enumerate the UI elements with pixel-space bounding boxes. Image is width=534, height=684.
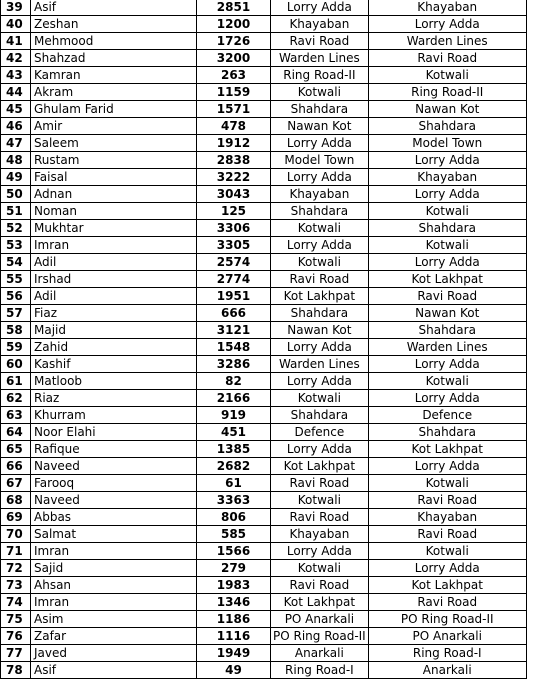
name-cell[interactable]: Majid xyxy=(31,322,197,339)
from-location-cell[interactable]: Ravi Road xyxy=(271,33,369,50)
name-cell[interactable]: Amir xyxy=(31,118,197,135)
to-location-cell[interactable]: Kotwali xyxy=(368,237,526,254)
row-id-cell[interactable]: 62 xyxy=(1,390,31,407)
from-location-cell[interactable]: Kotwali xyxy=(271,84,369,101)
row-id-cell[interactable]: 47 xyxy=(1,135,31,152)
name-cell[interactable]: Kashif xyxy=(31,356,197,373)
from-location-cell[interactable]: Lorry Adda xyxy=(271,237,369,254)
number-cell[interactable]: 3043 xyxy=(197,186,271,203)
name-cell[interactable]: Shahzad xyxy=(31,50,197,67)
number-cell[interactable]: 2851 xyxy=(197,0,271,16)
to-location-cell[interactable]: Khayaban xyxy=(368,169,526,186)
row-id-cell[interactable]: 43 xyxy=(1,67,31,84)
name-cell[interactable]: Abbas xyxy=(31,509,197,526)
name-cell[interactable]: Salmat xyxy=(31,526,197,543)
name-cell[interactable]: Asif xyxy=(31,662,197,679)
number-cell[interactable]: 3222 xyxy=(197,169,271,186)
from-location-cell[interactable]: Model Town xyxy=(271,152,369,169)
to-location-cell[interactable]: Nawan Kot xyxy=(368,101,526,118)
table-row xyxy=(1,84,527,101)
number-cell[interactable]: 2574 xyxy=(197,254,271,271)
to-location-cell[interactable]: Shahdara xyxy=(368,322,526,339)
number-cell[interactable]: 1346 xyxy=(197,594,271,611)
table-row xyxy=(1,101,527,118)
table-row xyxy=(1,186,527,203)
table-row xyxy=(1,50,527,67)
table-row xyxy=(1,645,527,662)
from-location-cell[interactable]: Nawan Kot xyxy=(271,322,369,339)
row-id-cell[interactable]: 46 xyxy=(1,118,31,135)
to-location-cell[interactable]: Kotwali xyxy=(368,373,526,390)
from-location-cell[interactable]: Lorry Adda xyxy=(271,169,369,186)
to-location-cell[interactable]: Ravi Road xyxy=(368,50,526,67)
number-cell[interactable]: 585 xyxy=(197,526,271,543)
number-cell[interactable]: 919 xyxy=(197,407,271,424)
row-id-cell[interactable]: 59 xyxy=(1,339,31,356)
table-row xyxy=(1,356,527,373)
table-row xyxy=(1,135,527,152)
to-location-cell[interactable]: Kotwali xyxy=(368,543,526,560)
to-location-cell[interactable]: Lorry Adda xyxy=(368,186,526,203)
name-cell[interactable]: Naveed xyxy=(31,492,197,509)
number-cell[interactable]: 263 xyxy=(197,67,271,84)
row-id-cell[interactable]: 41 xyxy=(1,33,31,50)
to-location-cell[interactable]: Warden Lines xyxy=(368,33,526,50)
number-cell[interactable]: 125 xyxy=(197,203,271,220)
from-location-cell[interactable]: Defence xyxy=(271,424,369,441)
row-id-cell[interactable]: 56 xyxy=(1,288,31,305)
table-row xyxy=(1,0,527,16)
number-cell[interactable]: 451 xyxy=(197,424,271,441)
from-location-cell[interactable]: Kot Lakhpat xyxy=(271,288,369,305)
row-id-cell[interactable]: 57 xyxy=(1,305,31,322)
from-location-cell[interactable]: Kot Lakhpat xyxy=(271,458,369,475)
table-row xyxy=(1,424,527,441)
number-cell[interactable]: 2166 xyxy=(197,390,271,407)
name-cell[interactable]: Saleem xyxy=(31,135,197,152)
from-location-cell[interactable]: Kot Lakhpat xyxy=(271,594,369,611)
row-id-cell[interactable]: 40 xyxy=(1,16,31,33)
table-row xyxy=(1,475,527,492)
name-cell[interactable]: Rafique xyxy=(31,441,197,458)
row-id-cell[interactable]: 54 xyxy=(1,254,31,271)
name-cell[interactable]: Ahsan xyxy=(31,577,197,594)
table-row xyxy=(1,16,527,33)
to-location-cell[interactable]: Kot Lakhpat xyxy=(368,577,526,594)
number-cell[interactable]: 478 xyxy=(197,118,271,135)
name-cell[interactable]: Noman xyxy=(31,203,197,220)
table-row xyxy=(1,458,527,475)
row-id-cell[interactable]: 74 xyxy=(1,594,31,611)
number-cell[interactable]: 1951 xyxy=(197,288,271,305)
from-location-cell[interactable]: Shahdara xyxy=(271,305,369,322)
from-location-cell[interactable]: Ravi Road xyxy=(271,271,369,288)
table-row xyxy=(1,305,527,322)
name-cell[interactable]: Kamran xyxy=(31,67,197,84)
number-cell[interactable]: 49 xyxy=(197,662,271,679)
row-id-cell[interactable]: 63 xyxy=(1,407,31,424)
number-cell[interactable]: 1949 xyxy=(197,645,271,662)
name-cell[interactable]: Imran xyxy=(31,237,197,254)
row-id-cell[interactable]: 72 xyxy=(1,560,31,577)
table-row xyxy=(1,67,527,84)
to-location-cell[interactable]: Ravi Road xyxy=(368,594,526,611)
to-location-cell[interactable]: Ring Road-II xyxy=(368,84,526,101)
from-location-cell[interactable]: Shahdara xyxy=(271,203,369,220)
to-location-cell[interactable]: Defence xyxy=(368,407,526,424)
number-cell[interactable]: 3306 xyxy=(197,220,271,237)
from-location-cell[interactable]: Nawan Kot xyxy=(271,118,369,135)
number-cell[interactable]: 1566 xyxy=(197,543,271,560)
name-cell[interactable]: Riaz xyxy=(31,390,197,407)
name-cell[interactable]: Irshad xyxy=(31,271,197,288)
table-row xyxy=(1,33,527,50)
to-location-cell[interactable]: Lorry Adda xyxy=(368,356,526,373)
to-location-cell[interactable]: Ravi Road xyxy=(368,526,526,543)
name-cell[interactable]: Faisal xyxy=(31,169,197,186)
name-cell[interactable]: Mukhtar xyxy=(31,220,197,237)
to-location-cell[interactable]: Nawan Kot xyxy=(368,305,526,322)
table-row xyxy=(1,509,527,526)
from-location-cell[interactable]: Lorry Adda xyxy=(271,339,369,356)
spreadsheet-body xyxy=(1,0,527,679)
table-row xyxy=(1,611,527,628)
name-cell[interactable]: Asim xyxy=(31,611,197,628)
to-location-cell[interactable]: Lorry Adda xyxy=(368,16,526,33)
table-row xyxy=(1,118,527,135)
to-location-cell[interactable]: Kot Lakhpat xyxy=(368,441,526,458)
row-id-cell[interactable]: 76 xyxy=(1,628,31,645)
table-row xyxy=(1,526,527,543)
table-row xyxy=(1,628,527,645)
row-id-cell[interactable]: 70 xyxy=(1,526,31,543)
to-location-cell[interactable]: Ravi Road xyxy=(368,492,526,509)
to-location-cell[interactable]: Shahdara xyxy=(368,118,526,135)
table-row xyxy=(1,322,527,339)
name-cell[interactable]: Ghulam Farid xyxy=(31,101,197,118)
row-id-cell[interactable]: 61 xyxy=(1,373,31,390)
to-location-cell[interactable]: Khayaban xyxy=(368,509,526,526)
to-location-cell[interactable]: Warden Lines xyxy=(368,339,526,356)
number-cell[interactable]: 3200 xyxy=(197,50,271,67)
name-cell[interactable]: Zeshan xyxy=(31,16,197,33)
to-location-cell[interactable]: Lorry Adda xyxy=(368,254,526,271)
to-location-cell[interactable]: Kotwali xyxy=(368,67,526,84)
from-location-cell[interactable]: Warden Lines xyxy=(271,50,369,67)
to-location-cell[interactable]: Shahdara xyxy=(368,424,526,441)
number-cell[interactable]: 3286 xyxy=(197,356,271,373)
number-cell[interactable]: 3305 xyxy=(197,237,271,254)
to-location-cell[interactable]: Ring Road-I xyxy=(368,645,526,662)
from-location-cell[interactable]: Lorry Adda xyxy=(271,441,369,458)
name-cell[interactable]: Matloob xyxy=(31,373,197,390)
from-location-cell[interactable]: PO Ring Road-II xyxy=(271,628,369,645)
number-cell[interactable]: 82 xyxy=(197,373,271,390)
from-location-cell[interactable]: Ravi Road xyxy=(271,577,369,594)
to-location-cell[interactable]: Shahdara xyxy=(368,220,526,237)
number-cell[interactable]: 1159 xyxy=(197,84,271,101)
number-cell[interactable]: 2838 xyxy=(197,152,271,169)
number-cell[interactable]: 1385 xyxy=(197,441,271,458)
table-row xyxy=(1,220,527,237)
name-cell[interactable]: Adil xyxy=(31,288,197,305)
from-location-cell[interactable]: Anarkali xyxy=(271,645,369,662)
number-cell[interactable]: 1548 xyxy=(197,339,271,356)
from-location-cell[interactable]: Ravi Road xyxy=(271,509,369,526)
row-id-cell[interactable]: 39 xyxy=(1,0,31,16)
row-id-cell[interactable]: 42 xyxy=(1,50,31,67)
from-location-cell[interactable]: Kotwali xyxy=(271,254,369,271)
row-id-cell[interactable]: 77 xyxy=(1,645,31,662)
row-id-cell[interactable]: 51 xyxy=(1,203,31,220)
from-location-cell[interactable]: Khayaban xyxy=(271,186,369,203)
from-location-cell[interactable]: PO Anarkali xyxy=(271,611,369,628)
name-cell[interactable]: Imran xyxy=(31,594,197,611)
to-location-cell[interactable]: Khayaban xyxy=(368,0,526,16)
to-location-cell[interactable]: Kotwali xyxy=(368,203,526,220)
to-location-cell[interactable]: PO Ring Road-II xyxy=(368,611,526,628)
row-id-cell[interactable]: 50 xyxy=(1,186,31,203)
to-location-cell[interactable]: Lorry Adda xyxy=(368,390,526,407)
table-row xyxy=(1,543,527,560)
number-cell[interactable]: 279 xyxy=(197,560,271,577)
row-id-cell[interactable]: 68 xyxy=(1,492,31,509)
row-id-cell[interactable]: 64 xyxy=(1,424,31,441)
number-cell[interactable]: 1983 xyxy=(197,577,271,594)
number-cell[interactable]: 2774 xyxy=(197,271,271,288)
from-location-cell[interactable]: Khayaban xyxy=(271,526,369,543)
row-id-cell[interactable]: 52 xyxy=(1,220,31,237)
row-id-cell[interactable]: 67 xyxy=(1,475,31,492)
from-location-cell[interactable]: Lorry Adda xyxy=(271,135,369,152)
table-row xyxy=(1,407,527,424)
table-row xyxy=(1,237,527,254)
from-location-cell[interactable]: Kotwali xyxy=(271,390,369,407)
number-cell[interactable]: 806 xyxy=(197,509,271,526)
name-cell[interactable]: Adil xyxy=(31,254,197,271)
row-id-cell[interactable]: 55 xyxy=(1,271,31,288)
from-location-cell[interactable]: Lorry Adda xyxy=(271,0,369,16)
number-cell[interactable]: 1726 xyxy=(197,33,271,50)
row-id-cell[interactable]: 66 xyxy=(1,458,31,475)
name-cell[interactable]: Adnan xyxy=(31,186,197,203)
name-cell[interactable]: Noor Elahi xyxy=(31,424,197,441)
to-location-cell[interactable]: Lorry Adda xyxy=(368,560,526,577)
name-cell[interactable]: Akram xyxy=(31,84,197,101)
from-location-cell[interactable]: Shahdara xyxy=(271,407,369,424)
row-id-cell[interactable]: 48 xyxy=(1,152,31,169)
name-cell[interactable]: Imran xyxy=(31,543,197,560)
to-location-cell[interactable]: Lorry Adda xyxy=(368,458,526,475)
row-id-cell[interactable]: 65 xyxy=(1,441,31,458)
to-location-cell[interactable]: Ravi Road xyxy=(368,288,526,305)
to-location-cell[interactable]: Lorry Adda xyxy=(368,152,526,169)
to-location-cell[interactable]: PO Anarkali xyxy=(368,628,526,645)
row-id-cell[interactable]: 44 xyxy=(1,84,31,101)
name-cell[interactable]: Zafar xyxy=(31,628,197,645)
table-row xyxy=(1,560,527,577)
table-row xyxy=(1,169,527,186)
name-cell[interactable]: Mehmood xyxy=(31,33,197,50)
row-id-cell[interactable]: 45 xyxy=(1,101,31,118)
to-location-cell[interactable]: Model Town xyxy=(368,135,526,152)
row-id-cell[interactable]: 71 xyxy=(1,543,31,560)
from-location-cell[interactable]: Kotwali xyxy=(271,220,369,237)
number-cell[interactable]: 3363 xyxy=(197,492,271,509)
row-id-cell[interactable]: 53 xyxy=(1,237,31,254)
number-cell[interactable]: 1912 xyxy=(197,135,271,152)
name-cell[interactable]: Fiaz xyxy=(31,305,197,322)
name-cell[interactable]: Rustam xyxy=(31,152,197,169)
table-row xyxy=(1,441,527,458)
table-row xyxy=(1,254,527,271)
row-id-cell[interactable]: 69 xyxy=(1,509,31,526)
name-cell[interactable]: Khurram xyxy=(31,407,197,424)
number-cell[interactable]: 1116 xyxy=(197,628,271,645)
table-row xyxy=(1,271,527,288)
name-cell[interactable]: Naveed xyxy=(31,458,197,475)
table-row xyxy=(1,288,527,305)
from-location-cell[interactable]: Khayaban xyxy=(271,16,369,33)
from-location-cell[interactable]: Lorry Adda xyxy=(271,543,369,560)
table-row xyxy=(1,339,527,356)
row-id-cell[interactable]: 75 xyxy=(1,611,31,628)
number-cell[interactable]: 3121 xyxy=(197,322,271,339)
number-cell[interactable]: 1571 xyxy=(197,101,271,118)
number-cell[interactable]: 2682 xyxy=(197,458,271,475)
table-row xyxy=(1,390,527,407)
number-cell[interactable]: 1186 xyxy=(197,611,271,628)
name-cell[interactable]: Zahid xyxy=(31,339,197,356)
table-row xyxy=(1,152,527,169)
to-location-cell[interactable]: Kot Lakhpat xyxy=(368,271,526,288)
table-row xyxy=(1,662,527,679)
row-id-cell[interactable]: 49 xyxy=(1,169,31,186)
from-location-cell[interactable]: Kotwali xyxy=(271,560,369,577)
number-cell[interactable]: 1200 xyxy=(197,16,271,33)
row-id-cell[interactable]: 60 xyxy=(1,356,31,373)
from-location-cell[interactable]: Lorry Adda xyxy=(271,373,369,390)
row-id-cell[interactable]: 78 xyxy=(1,662,31,679)
table-row xyxy=(1,492,527,509)
from-location-cell[interactable]: Ravi Road xyxy=(271,475,369,492)
table-row xyxy=(1,594,527,611)
row-id-cell[interactable]: 73 xyxy=(1,577,31,594)
table-row xyxy=(1,373,527,390)
from-location-cell[interactable]: Kotwali xyxy=(271,492,369,509)
from-location-cell[interactable]: Ring Road-I xyxy=(271,662,369,679)
name-cell[interactable]: Farooq xyxy=(31,475,197,492)
number-cell[interactable]: 666 xyxy=(197,305,271,322)
from-location-cell[interactable]: Shahdara xyxy=(271,101,369,118)
from-location-cell[interactable]: Warden Lines xyxy=(271,356,369,373)
row-id-cell[interactable]: 58 xyxy=(1,322,31,339)
name-cell[interactable]: Asif xyxy=(31,0,197,16)
name-cell[interactable]: Sajid xyxy=(31,560,197,577)
table-row xyxy=(1,577,527,594)
to-location-cell[interactable]: Kotwali xyxy=(368,475,526,492)
table-row xyxy=(1,203,527,220)
from-location-cell[interactable]: Ring Road-II xyxy=(271,67,369,84)
name-cell[interactable]: Javed xyxy=(31,645,197,662)
to-location-cell[interactable]: Anarkali xyxy=(368,662,526,679)
number-cell[interactable]: 61 xyxy=(197,475,271,492)
